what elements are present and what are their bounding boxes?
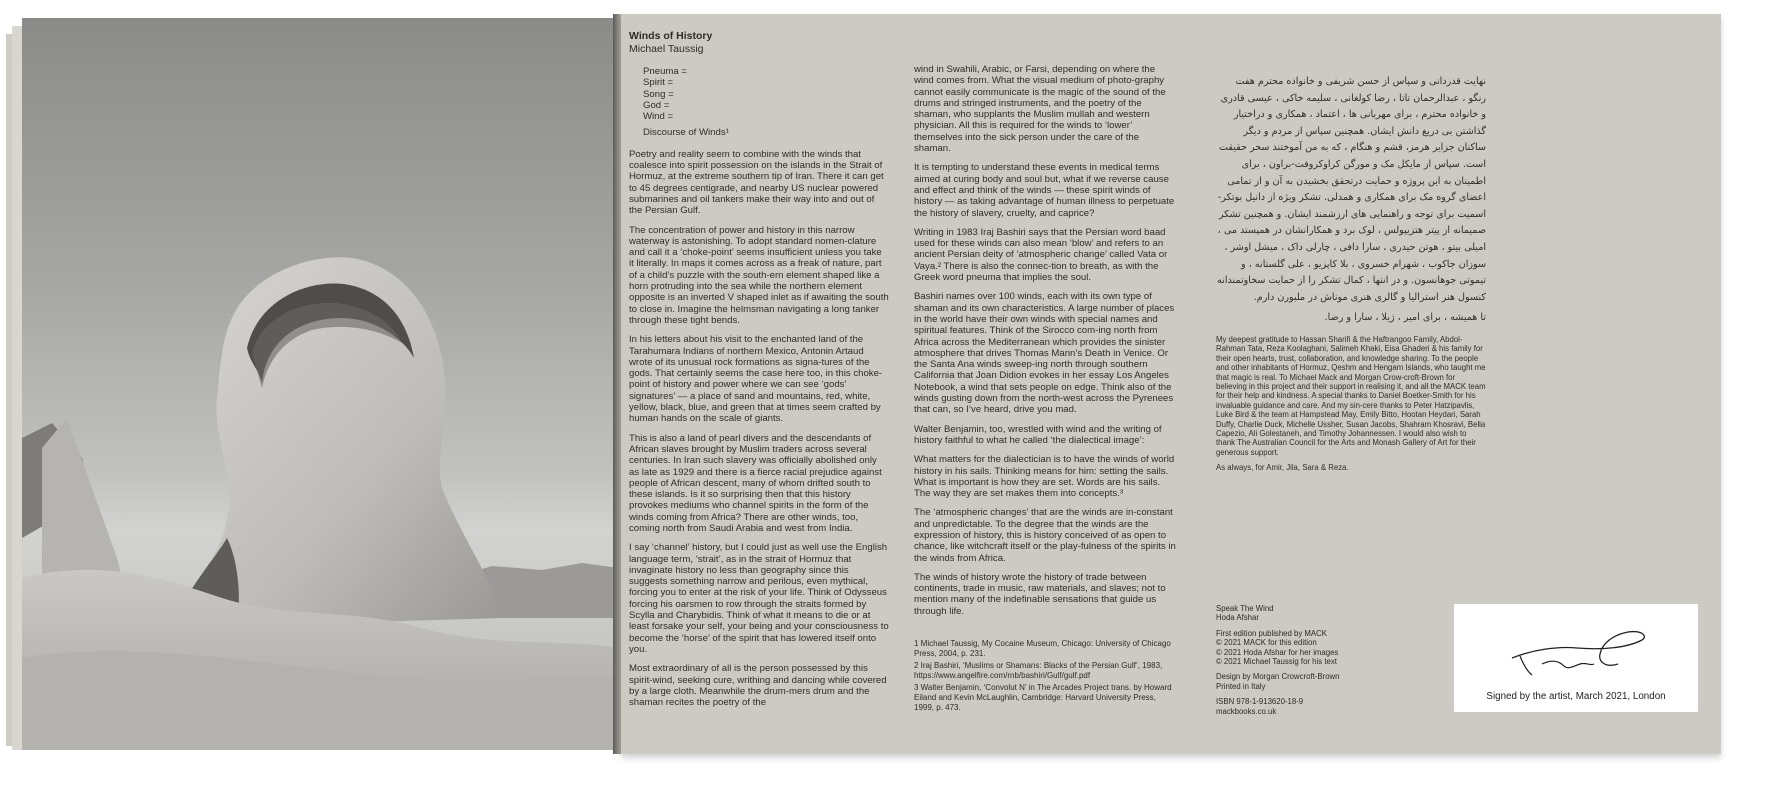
benjamin-quote: What matters for the dialectician is to have the winds of world history in his sails. Thinking means for him: setting the sails. What is important is how they are set. Words are his sails. The way they are set makes them into concepts.³ xyxy=(914,454,1175,500)
essay-title: Winds of History xyxy=(629,30,713,42)
equation-line: Spirit = xyxy=(643,77,674,89)
english-acknowledgement: My deepest gratitude to Hassan Sharifi & the Haftrangoo Family, Abdol-Rahman Tata, Reza Koolaghani, Salimeh Khaki, Eisa Ghaderi & his family for their open hearts, trust, collaboration, and knowledge sharing. To the people and other inhabitants of Hormuz, Qeshm and Hengam Islands, who taught me that magic is real. To Michael Mack and Morgan Crow-croft-Brown for believing in this project and their support in realising it, and all the MACK team for their help and kindness. A special thanks to Daniel Boetker-Smith for his invaluable guidance and care. And my sin-cere thanks to Peter Hatzipavlis, Luke Bird & the team at Hampstead May, Emily Bitto, Hootan Heydari, Sarah Duffy, Charlie Duck, Michelle Ussher, Susan Jacobs, Shahram Khosravi, Bella Capezio, Ali Golestaneh, and Timothy Johannessen. I would also wish to thank The Australian Council for the Arts and Monash Gallery of Art for their generous support. xyxy=(1216,334,1486,457)
photograph-page xyxy=(22,18,619,750)
essay-paragraph: It is tempting to understand these events in medical terms aimed at curing body and soul but, what if we reverse cause and effect and think of the winds — these spirit winds of history — as taking advantage of human illness to perpetuate the history of slavery, cruelty, and caprice? xyxy=(914,162,1175,219)
page-fold xyxy=(1203,14,1206,754)
colophon xyxy=(1216,604,1436,716)
equation-line: God = xyxy=(643,99,670,111)
colophon-line: First edition published by MACK xyxy=(1216,628,1327,638)
equation-line: Wind = xyxy=(643,111,674,123)
colophon-line: © 2021 MACK for this edition xyxy=(1216,638,1317,648)
colophon-author: Hoda Afshar xyxy=(1216,613,1259,623)
essay-paragraph: I say ‘channel’ history, but I could just as well use the English language term, ‘strait’, as in the strait of Hormuz that invaginate history no less than geography since this suggests something narrow and perilous, even mythical, forcing you to enter at the risk of your life. Think of Odysseus forcing his oarsmen to row through the straits formed by Scylla and Charybidis. Think of what it means to die or at least forsake your self, your being and your consciousness to become the ‘horse’ of the spirit that has lowered itself onto you. xyxy=(629,542,889,655)
essay-paragraph: Bashiri names over 100 winds, each with its own type of shaman and its own characteristics. A large number of places in the world have their own winds with special names and spiritual features. Think of the Sirocco com-ing north from Africa across the Mediterranean which provides the sinister atmosphere that drives Thomas Mann’s Death in Venice. Or the Santa Ana winds sweep-ing north through southern California that Joan Didion evokes in her essay Los Angeles Notebook, a wind that sets people on edge. Think also of the winds gusting down from the north-west across the Pyrenees that can, so I’ve heard, drive you mad. xyxy=(914,291,1175,416)
persian-acknowledgement: نهایت قدردانی و سپاس از حسن شریفی و خانواده محترم هفت رنگو ، عبدالرحمان تاتا ، رضا کولغانی ، سلیمه خاکی ، عیسی قادری و خانواده محترم ، برای مهربانی ها ، اعتماد ، همکاری و دراختیار گذاشتن بی دریغ دانش ایشان. همچنین سپاس از مردم و دیگر ساکنان جزایر هرمز، قشم و هنگام ، که به من آموختند سحر حقیقت است. سپاس از مایکل مک و مورگن کراوکروفت-براون ، برای اطمینان به این پروژه و حمایت درتحقق بخشیدن به آن و از تمامی اعضای گروه مک برای همکاری و همدلی. تشکر ویژه از دانیل بوتکر- اسمیت برای توجه و راهنمایی های ارزشمند ایشان. و همچنین تشکر صمیمانه از پیتر هتزیپولس ، لوک برد و همکارانشان در همپستد می ، امیلی بیتو ، هوتن حیدری ، سارا دافی ، چارلی داک ، میشل اوشر ، سوزان جاکوب ، شهرام خسروی ، بلا کاپزیو ، علی گلستانه ، و تیموتی جوهانسون. و در انتها ، کمال تشکر را از حمایت سخاوتمندانه کنسول هنر استرالیا و گالری هنری موناش در ملبورن دارم. xyxy=(1217,76,1486,303)
essay-paragraph: Walter Benjamin, too, wrestled with wind and the writing of history faithful to what he called ‘the dialectical image’: xyxy=(914,423,1162,446)
essay-paragraph: wind in Swahili, Arabic, or Farsi, depending on where the wind comes from. What the visual medium of photo-graphy cannot easily communicate is the magic of the sound of the drums and stringed instruments, and the poetry of the shaman, who supplants the Muslim mullah and western physician. All this is required for the winds to ‘lower’ themselves into the sick person under the care of the shaman. xyxy=(914,64,1166,155)
colophon-title: Speak The Wind xyxy=(1216,604,1274,613)
essay-paragraph: The winds of history wrote the history of trade between continents, trade in music, raw materials, and slaves; not to mention many of the indefinable sensations that guide us through life. xyxy=(914,571,1166,617)
colophon-isbn: ISBN 978-1-913620-18-9 xyxy=(1216,697,1304,707)
colophon-website: mackbooks.co.uk xyxy=(1216,706,1277,716)
colophon-design: Design by Morgan Crowcroft-Brown xyxy=(1216,672,1340,682)
essay-paragraph: This is also a land of pearl divers and the descendants of African slaves brought by Muslim traders across several centuries. In Iran such slavery was officially abolished only as late as 1929 and there is a fierce racial prejudice against people of African descent, many of whom drifted south to these islands. Is it so surprising then that this history provokes mediums who channel spirits in the form of the winds coming from Africa? There are other winds, too, coming north from Saudi Arabia and west from India. xyxy=(629,432,882,534)
footnote: 1 Michael Taussig, My Cocaine Museum, Chicago: University of Chicago Press, 2004, p. 231. xyxy=(914,639,1171,658)
artist-signature xyxy=(1502,620,1652,680)
footnote: 3 Walter Benjamin, ‘Convolut N’ in The Arcades Project trans. by Howard Eiland and Kevin McLaughlin, Cambridge: Harvard University Press, 1999, p. 473. xyxy=(914,683,1172,712)
essay-paragraph: The concentration of power and history in this narrow waterway is astonishing. To adopt standard nomen-clature and call it a ‘choke-point’ seems insufficient unless you take it literally. In maps it comes across as a freak of nature, part of a child’s puzzle with the south-ern element shaped like a horn protruding into the sea while the northern element opposite is an inverted V shaped inlet as if awaiting the south to close in. Imagine the helmsman navigating a long tanker through these tight bends. xyxy=(629,224,889,326)
discourse-heading: Discourse of Winds¹ xyxy=(643,127,729,139)
rock-formation-photo xyxy=(22,18,619,750)
colophon-line: © 2021 Michael Taussig for his text xyxy=(1216,657,1337,667)
equation-line: Song = xyxy=(643,88,674,100)
essay-paragraph: Writing in 1983 Iraj Bashiri says that the Persian word baad used for these winds can also mean ‘blow’ and refers to an ancient Persian deity of ‘atmospheric change’ called Vata or Vaya.² There is also the connec-tion to breath, as with the Greek word pneuma that implies the soul. xyxy=(914,226,1168,284)
essay-column-2 xyxy=(914,64,1176,715)
footnote: 2 Iraj Bashiri, ‘Muslims or Shamans: Blacks of the Persian Gulf’, 1983, https://www.angelfire.com/rnb/bashiri/Gulf/gulf.pdf xyxy=(914,661,1163,680)
essay-paragraph: Poetry and reality seem to combine with the winds that coalesce into spirit possession on the islands in the Strait of Hormuz, at the extreme southern tip of Iran. There it can get to 45 degrees centigrade, and nearby US nuclear powered submarines and oil tankers make their way into and out of the Persian Gulf. xyxy=(629,148,884,217)
signature-caption: Signed by the artist, March 2021, London xyxy=(1486,691,1666,702)
essay-paragraph: The ‘atmospheric changes’ that are the winds are in-constant and unpredictable. To the degree that the winds are the expression of history, this is history conceived of as open to chance, like witchcraft itself or the play-fulness of the spirits in the winds from Africa. xyxy=(914,507,1176,564)
english-dedication: As always, for Amir, Jila, Sara & Reza. xyxy=(1216,463,1349,473)
essay-column-1 xyxy=(629,30,889,716)
essay-author: Michael Taussig xyxy=(629,43,704,55)
acknowledgements xyxy=(1216,74,1486,473)
equation-line: Pneuma = xyxy=(643,66,688,77)
colophon-printed: Printed in Italy xyxy=(1216,681,1266,691)
essay-paragraph: Most extraordinary of all is the person possessed by this spirit-wind, seeking cure, writhing and dancing while covered by a large cloth. Meanwhile the drum-mers drum and the shaman recites the poetry of the xyxy=(629,663,887,709)
signature-card xyxy=(1454,604,1698,712)
persian-dedication: تا همیشه ، برای امیر ، ژیلا ، سارا و رضا. xyxy=(1324,312,1486,324)
colophon-line: © 2021 Hoda Afshar for her images xyxy=(1216,647,1339,657)
essay-paragraph: In his letters about his visit to the enchanted land of the Tarahumara Indians of northern Mexico, Antonin Artaud wrote of its unusual rock formations as signa-tures of the gods. That certainly seems the case here too, in this choke-point of history and power where we can see ‘gods’ signatures’ — a place of sand and mountains, red, white, yellow, black, blue, and green that at times seem crafted by human hands on the scale of giants. xyxy=(629,334,883,425)
